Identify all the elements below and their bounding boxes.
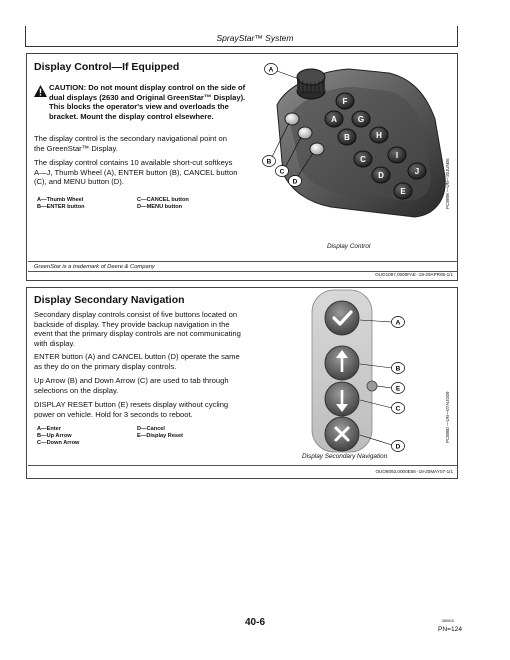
footer-date-code: 080510 xyxy=(442,619,454,623)
callout-label: C xyxy=(279,168,285,176)
secondary-navigation-illustration xyxy=(302,278,412,456)
header-rule xyxy=(25,46,458,47)
warning-icon xyxy=(34,85,47,97)
enter-button[interactable] xyxy=(325,301,359,335)
figure-caption: Display Control xyxy=(327,243,371,250)
callout-label: A xyxy=(268,66,274,74)
header-title: SprayStar™ System xyxy=(216,33,294,43)
legend-item: C—CANCEL button xyxy=(137,197,189,203)
legend-item: A—Enter xyxy=(37,426,61,432)
softkey-B[interactable] xyxy=(338,129,356,145)
up-arrow-button[interactable] xyxy=(325,346,359,380)
softkey-F[interactable] xyxy=(336,93,354,109)
divider xyxy=(28,261,458,262)
softkey-label: H xyxy=(376,131,382,140)
section-title: Display Control—If Equipped xyxy=(34,61,180,73)
paragraph: ENTER button (A) and CANCEL button (D) operate the same as they do on the primary display controls. xyxy=(34,352,240,371)
cancel-button[interactable] xyxy=(325,417,359,451)
callout-label: E xyxy=(395,385,401,393)
legend-item: D—Cancel xyxy=(137,426,165,432)
softkey-J[interactable] xyxy=(408,163,426,179)
section-secondary-navigation xyxy=(26,287,458,479)
callout-label: D xyxy=(395,443,401,451)
trademark-note: GreenStar is a trademark of Deere & Company xyxy=(34,264,155,270)
section-title: Display Secondary Navigation xyxy=(34,294,185,306)
softkey-I[interactable] xyxy=(388,147,406,163)
paragraph: Up Arrow (B) and Down Arrow (C) are used to tab through selections on the display. xyxy=(34,376,229,395)
softkey-C[interactable] xyxy=(354,151,372,167)
paragraph: DISPLAY RESET button (E) resets display without cycling power on vehicle. Hold for 3 seconds to reboot. xyxy=(34,400,229,419)
paragraph: Secondary display controls consist of five buttons located on backside of display. They provide backup navigation in the event that the primary display controls are not communicating with display. xyxy=(34,310,241,348)
softkey-G[interactable] xyxy=(352,111,370,127)
softkey-A[interactable] xyxy=(325,111,343,127)
callout-label: D xyxy=(292,178,298,186)
callout-label: B xyxy=(266,158,272,166)
paragraph: The display control contains 10 available short-cut softkeys A—J, Thumb Wheel (A), ENTER button (B), CANCEL button (C), and MENU button (D). xyxy=(34,158,238,187)
legend-item: C—Down Arrow xyxy=(37,440,80,446)
callout-label: C xyxy=(395,405,401,413)
legend-item: B—Up Arrow xyxy=(37,433,72,439)
softkey-label: J xyxy=(414,167,420,176)
legend-item: B—ENTER button xyxy=(37,204,85,210)
softkey-label: B xyxy=(344,133,350,142)
footer-pn: PN=124 xyxy=(438,626,463,633)
legend-item: A—Thumb Wheel xyxy=(37,197,84,203)
callout-label: B xyxy=(395,365,401,373)
softkey-H[interactable] xyxy=(370,127,388,143)
figure-caption: Display Secondary Navigation xyxy=(302,453,388,460)
section-display-control xyxy=(26,53,458,281)
figure-side-code: PC8850 —UN—07AUG09 xyxy=(445,391,450,443)
caution-text: CAUTION: Do not mount display control on the side of dual displays (2630 and Original GreenStar™ Display). This blocks the operator's view and overloads the bracket. Mount the display control elsewhere. xyxy=(49,83,246,121)
legend-item: E—Display Reset xyxy=(137,433,184,439)
document-code: OUO6092,0000E56 -19-20MAY07-1/1 xyxy=(375,469,453,474)
down-arrow-button[interactable] xyxy=(325,382,359,416)
legend-right xyxy=(137,426,183,440)
divider xyxy=(28,465,458,466)
document-code: OUO1097,0000FAE -19-29APR05-1/1 xyxy=(375,272,453,277)
softkey-label: D xyxy=(378,171,384,180)
softkey-label: F xyxy=(342,97,348,106)
figure-side-code: PC9898 —UN—20JUN06 xyxy=(445,158,450,209)
softkey-label: C xyxy=(360,155,366,164)
softkey-label: E xyxy=(400,187,406,196)
softkey-D[interactable] xyxy=(372,167,390,183)
softkey-label: I xyxy=(395,151,399,160)
legend-left xyxy=(37,426,79,447)
softkey-E[interactable] xyxy=(394,183,412,199)
display-reset-button[interactable] xyxy=(367,381,377,391)
legend-item: D—MENU button xyxy=(137,204,183,210)
softkey-label: A xyxy=(331,115,337,124)
callout-label: A xyxy=(395,319,401,327)
paragraph: The display control is the secondary navigational point on the GreenStar™ Display. xyxy=(34,134,227,153)
display-control-illustration xyxy=(239,57,454,255)
page-number: 40-6 xyxy=(244,617,265,628)
legend-left xyxy=(37,197,85,211)
legend-right xyxy=(137,197,189,211)
softkey-label: G xyxy=(357,115,365,124)
